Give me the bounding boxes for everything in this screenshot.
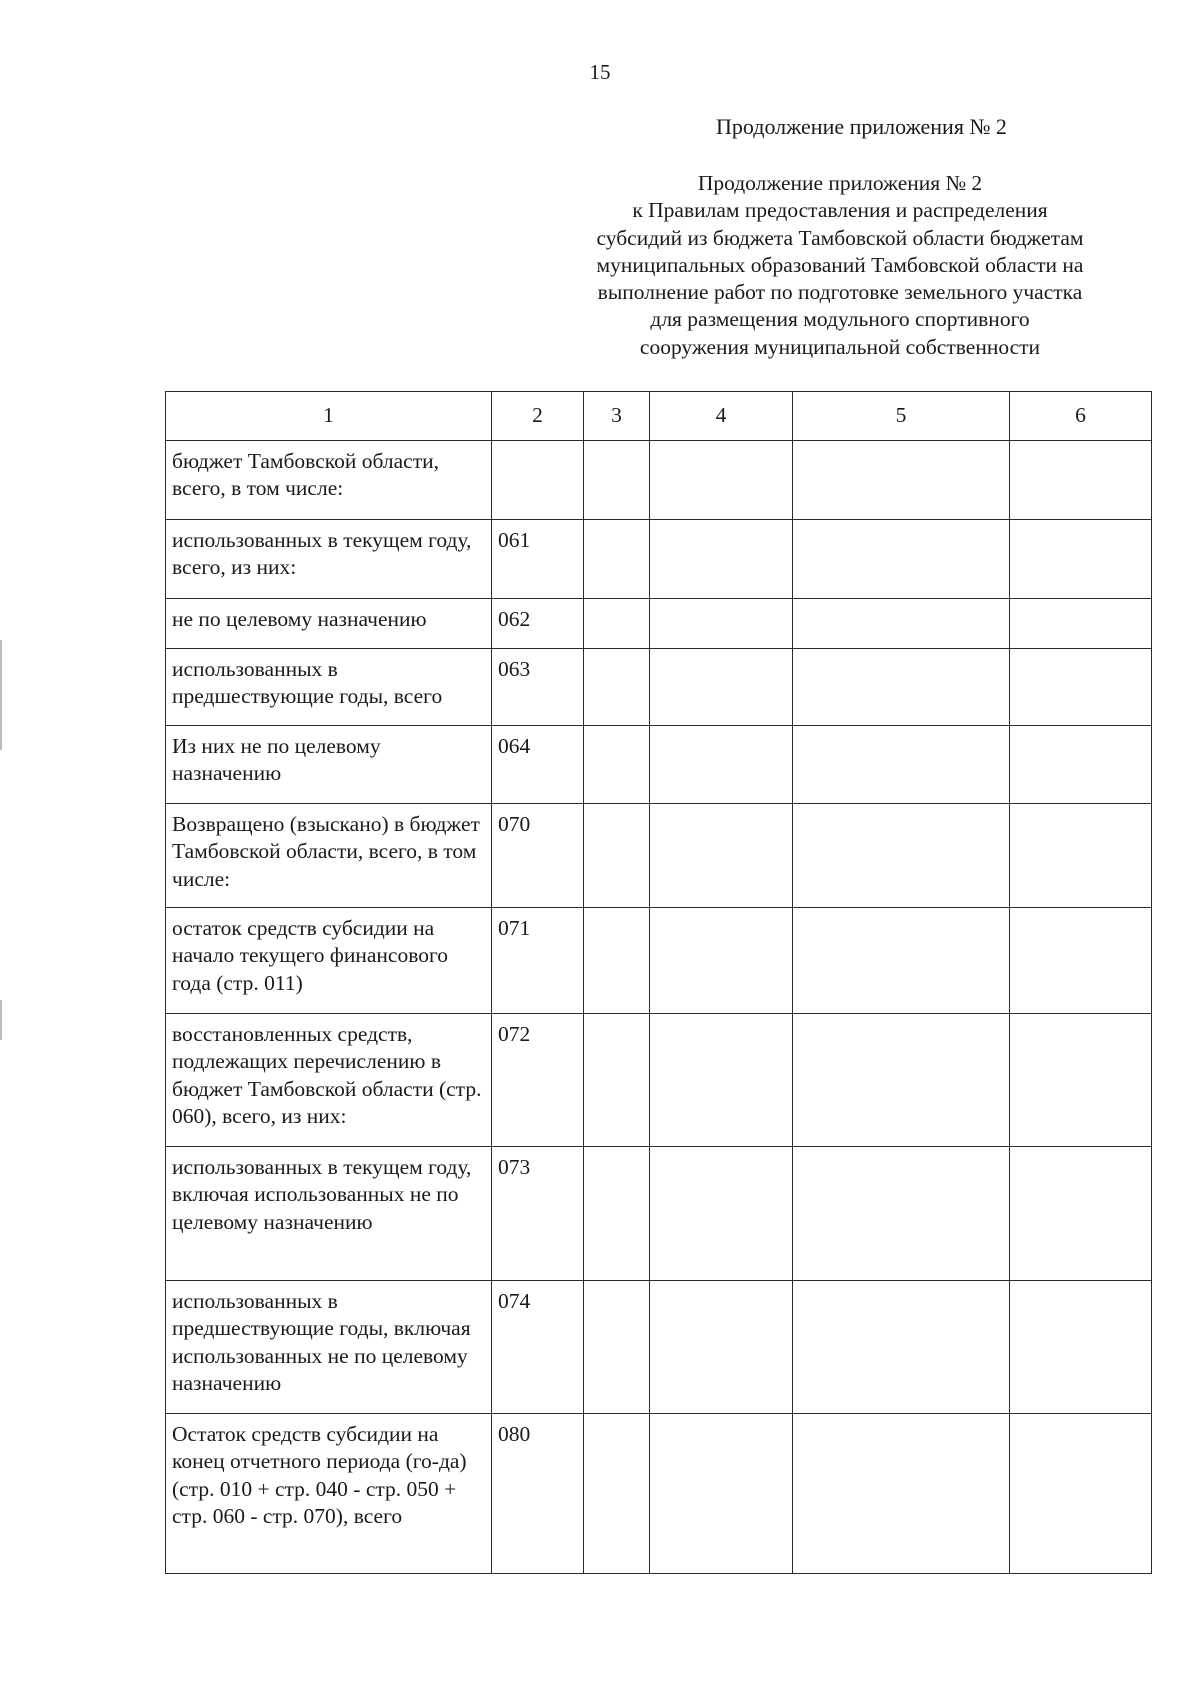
empty-cell xyxy=(1010,907,1152,1013)
row-code-cell: 070 xyxy=(492,803,584,907)
row-code-cell: 064 xyxy=(492,725,584,803)
row-code-cell: 073 xyxy=(492,1146,584,1280)
column-header: 4 xyxy=(650,392,793,441)
empty-cell xyxy=(650,1013,793,1146)
row-code-cell: 080 xyxy=(492,1413,584,1573)
row-name-cell: использованных в предшествующие годы, включая использованных не по целевому назначению xyxy=(166,1280,492,1413)
table-row xyxy=(166,519,1152,598)
empty-cell xyxy=(584,907,650,1013)
empty-cell xyxy=(584,440,650,519)
row-name-cell: не по целевому назначению xyxy=(166,598,492,648)
empty-cell xyxy=(793,598,1010,648)
row-code-cell: 063 xyxy=(492,648,584,725)
table-row xyxy=(166,803,1152,907)
empty-cell xyxy=(650,803,793,907)
row-code-cell: 071 xyxy=(492,907,584,1013)
empty-cell xyxy=(584,1413,650,1573)
empty-cell xyxy=(584,648,650,725)
row-name-cell: использованных в предшествующие годы, всего xyxy=(166,648,492,725)
empty-cell xyxy=(650,1146,793,1280)
column-header: 2 xyxy=(492,392,584,441)
page-number: 15 xyxy=(589,60,611,84)
empty-cell xyxy=(650,1413,793,1573)
empty-cell xyxy=(1010,648,1152,725)
column-header: 6 xyxy=(1010,392,1152,441)
table-row xyxy=(166,1146,1152,1280)
empty-cell xyxy=(650,519,793,598)
empty-cell xyxy=(793,803,1010,907)
continuation-heading: Продолжение приложения № 2 xyxy=(716,114,1007,139)
scan-edge-mark xyxy=(0,1000,2,1040)
column-header: 1 xyxy=(166,392,492,441)
empty-cell xyxy=(1010,1280,1152,1413)
annex-line: субсидий из бюджета Тамбовской области бюджетам xyxy=(596,225,1084,250)
table-row xyxy=(166,1413,1152,1573)
empty-cell xyxy=(650,725,793,803)
table-row xyxy=(166,1280,1152,1413)
empty-cell xyxy=(584,1280,650,1413)
empty-cell xyxy=(793,519,1010,598)
row-name-cell: Остаток средств субсидии на конец отчетного периода (го-да) (стр. 010 + стр. 040 - стр. 050 + стр. 060 - стр. 070), всего xyxy=(166,1413,492,1573)
empty-cell xyxy=(584,725,650,803)
row-name-cell: остаток средств субсидии на начало текущего финансового года (стр. 011) xyxy=(166,907,492,1013)
annex-line: выполнение работ по подготовке земельного участка xyxy=(597,280,1083,305)
empty-cell xyxy=(793,1146,1010,1280)
report-table xyxy=(165,391,1152,1574)
annex-line: к Правилам предоставления и распределения xyxy=(632,198,1048,223)
column-header: 3 xyxy=(584,392,650,441)
row-name-cell: использованных в текущем году, всего, из них: xyxy=(166,519,492,598)
empty-cell xyxy=(793,907,1010,1013)
table-row xyxy=(166,725,1152,803)
row-name-cell: бюджет Тамбовской области, всего, в том числе: xyxy=(166,440,492,519)
table-row xyxy=(166,440,1152,519)
annex-line: муниципальных образований Тамбовской области на xyxy=(596,252,1084,277)
row-code-cell: 061 xyxy=(492,519,584,598)
empty-cell xyxy=(1010,803,1152,907)
empty-cell xyxy=(584,803,650,907)
empty-cell xyxy=(1010,725,1152,803)
row-name-cell: использованных в текущем году, включая использованных не по целевому назначению xyxy=(166,1146,492,1280)
row-code-cell: 062 xyxy=(492,598,584,648)
table-row xyxy=(166,598,1152,648)
empty-cell xyxy=(793,440,1010,519)
empty-cell xyxy=(1010,598,1152,648)
empty-cell xyxy=(793,1013,1010,1146)
empty-cell xyxy=(793,648,1010,725)
empty-cell xyxy=(584,1013,650,1146)
empty-cell xyxy=(1010,1013,1152,1146)
empty-cell xyxy=(584,598,650,648)
empty-cell xyxy=(650,598,793,648)
empty-cell xyxy=(650,1280,793,1413)
empty-cell xyxy=(793,1413,1010,1573)
table-row xyxy=(166,907,1152,1013)
row-code-cell: 072 xyxy=(492,1013,584,1146)
row-code-cell: 074 xyxy=(492,1280,584,1413)
scan-edge-mark xyxy=(0,640,2,750)
row-code-cell xyxy=(492,440,584,519)
table-header-row xyxy=(166,392,1152,441)
annex-reference-block xyxy=(560,170,1120,361)
empty-cell xyxy=(584,1146,650,1280)
table-row xyxy=(166,648,1152,725)
empty-cell xyxy=(793,1280,1010,1413)
row-name-cell: восстановленных средств, подлежащих перечислению в бюджет Тамбовской области (стр. 060), всего, из них: xyxy=(166,1013,492,1146)
empty-cell xyxy=(650,907,793,1013)
empty-cell xyxy=(650,440,793,519)
column-header: 5 xyxy=(793,392,1010,441)
empty-cell xyxy=(793,725,1010,803)
empty-cell xyxy=(650,648,793,725)
annex-line: для размещения модульного спортивного xyxy=(650,307,1030,332)
table-row xyxy=(166,1013,1152,1146)
empty-cell xyxy=(584,519,650,598)
empty-cell xyxy=(1010,1413,1152,1573)
row-name-cell: Из них не по целевому назначению xyxy=(166,725,492,803)
empty-cell xyxy=(1010,1146,1152,1280)
annex-line: сооружения муниципальной собственности xyxy=(639,334,1041,359)
annex-line: Продолжение приложения № 2 xyxy=(697,171,983,195)
row-name-cell: Возвращено (взыскано) в бюджет Тамбовской области, всего, в том числе: xyxy=(166,803,492,907)
empty-cell xyxy=(1010,519,1152,598)
empty-cell xyxy=(1010,440,1152,519)
